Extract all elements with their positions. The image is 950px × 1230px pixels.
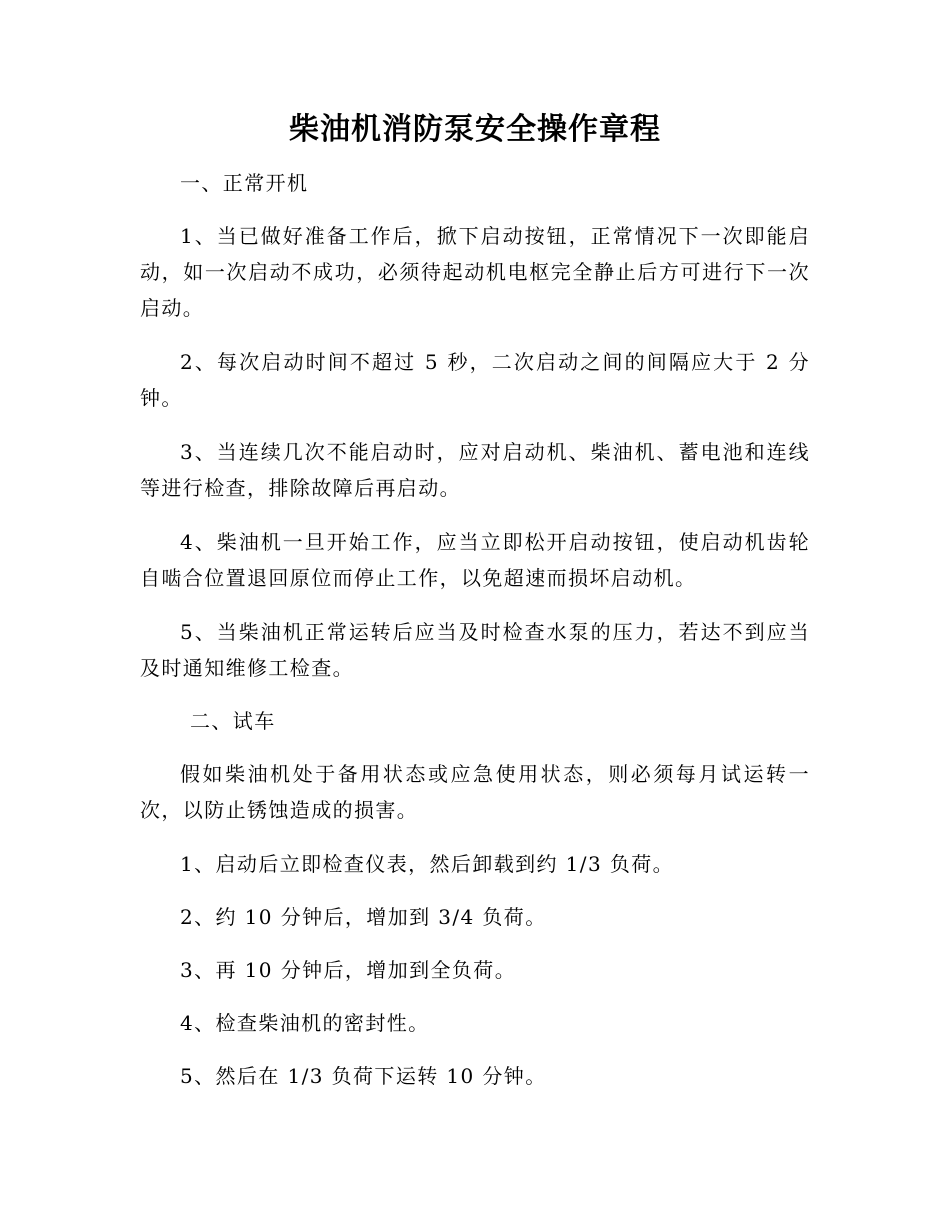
document-title: 柴油机消防泵安全操作章程 [289, 112, 661, 147]
paragraph-item-2: 2、每次启动时间不超过 5 秒，二次启动之间的间隔应大于 2 分钟。 [140, 350, 810, 410]
paragraph-test-step-4: 4、检查柴油机的密封性。 [180, 1011, 430, 1035]
paragraph-item-4: 4、柴油机一旦开始工作，应当立即松开启动按钮，使启动机齿轮自啮合位置退回原位而停止工作，以免超速而损坏启动机。 [140, 530, 810, 590]
section-heading-test-run: 二、试车 [190, 709, 276, 733]
paragraph-test-step-3: 3、再 10 分钟后，增加到全负荷。 [180, 958, 517, 982]
paragraph-test-intro: 假如柴油机处于备用状态或应急使用状态，则必须每月试运转一次，以防止锈蚀造成的损害。 [140, 762, 810, 822]
paragraph-item-3: 3、当连续几次不能启动时，应对启动机、柴油机、蓄电池和连线等进行检查，排除故障后再启动。 [140, 440, 810, 500]
section-heading-normal-start: 一、正常开机 [180, 171, 309, 195]
paragraph-item-1: 1、当已做好准备工作后，掀下启动按钮，正常情况下一次即能启动，如一次启动不成功，必须待起动机电枢完全静止后方可进行下一次启动。 [140, 224, 810, 320]
paragraph-test-step-1: 1、启动后立即检查仪表，然后卸载到约 1/3 负荷。 [180, 852, 675, 876]
paragraph-test-step-2: 2、约 10 分钟后，增加到 3/4 负荷。 [180, 905, 547, 929]
paragraph-test-step-5: 5、然后在 1/3 负荷下运转 10 分钟。 [180, 1064, 547, 1088]
paragraph-item-5: 5、当柴油机正常运转后应当及时检查水泵的压力，若达不到应当及时通知维修工检查。 [140, 620, 810, 680]
